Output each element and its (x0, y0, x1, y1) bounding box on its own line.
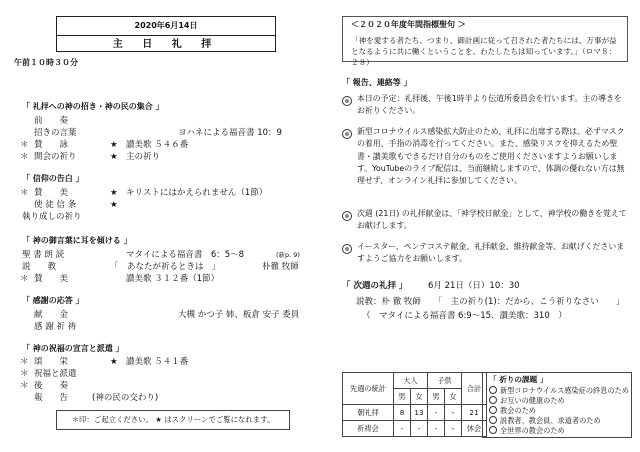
total-header: 合計 (462, 373, 487, 405)
order-label: 献 金 (34, 310, 69, 320)
section-head-gathering: 「 礼拝への神の招き・神の民の集合 」 (22, 102, 164, 111)
prayer-item-label: 教会のため (500, 406, 536, 415)
order-label: 報 告 (34, 393, 69, 403)
verse-body: 「神を愛する者たち、つまり、御計画に従って召された者たちには、万事が益となるように共に働くということを、わたしたちは知っています。」（ロマ８：２８） (351, 36, 617, 67)
preacher-name: 朴徹 牧師 (262, 262, 299, 272)
order-label: 聖 書 朗 読 (22, 250, 65, 260)
bible-page-ref: (新p. 9) (276, 251, 300, 259)
bullet-icon (489, 416, 497, 424)
order-label: 賛 美 (34, 274, 69, 284)
attendance-table (342, 372, 487, 437)
offering-helpers: 大槻 かつ子 姉、板倉 安子 委員 (178, 310, 300, 320)
bullet-icon (342, 211, 352, 221)
male-header: 男 (394, 389, 411, 405)
screen-star-icon: ★ (110, 357, 118, 367)
section-head-word: 「 神の御言葉に耳を傾ける 」 (22, 236, 132, 245)
cell: - (428, 405, 445, 421)
adult-header: 大人 (394, 373, 428, 389)
next-week-reading: （ マタイによる福音書 6:9〜15、讃美歌：310 ） (362, 311, 567, 321)
order-label: 前 奏 (34, 116, 69, 126)
standing-mark: ＊ (20, 274, 29, 284)
section-head-sending: 「 神の祝福の宣言と派遣 」 (22, 344, 124, 353)
prayer-item (489, 406, 536, 415)
order-label: 感 謝 祈 祷 (34, 322, 77, 332)
next-week-head: 「 次週の礼拝 」 (342, 281, 408, 291)
prayer-item-label: 新型コロナウイルス感染症の終息のため (500, 386, 629, 395)
order-content: 讃美歌 ５４１番 (126, 357, 189, 367)
prayer-item (489, 386, 629, 395)
verse-title: ＜２０２０年度年間指標聖句 ＞ (351, 20, 466, 29)
order-content: ヨハネによる福音書 10：9 (178, 128, 282, 138)
order-label: 執り成しの祈り (22, 212, 82, 222)
order-label: 説 教 (22, 262, 57, 272)
standing-mark: ＊ (20, 152, 29, 162)
prayer-item-label: お互いの健康のため (500, 396, 565, 405)
next-week-sermon: 説教：朴 徹 牧師 「 主の祈り(1)：だから、こう祈りなさい 」 (356, 297, 625, 307)
row-name: 祈祷会 (343, 421, 394, 437)
order-content: 讃美歌 ５４６番 (126, 140, 189, 150)
screen-star-icon: ★ (110, 200, 118, 210)
cell: 13 (411, 405, 428, 421)
order-label: 招きの言葉 (34, 128, 77, 138)
order-content: マタイによる福音書 6：5〜8 (126, 250, 245, 260)
service-time: 午前１０時３０分 (14, 58, 78, 67)
annual-verse-box (342, 16, 628, 67)
report-item: イースター、ペンテコステ献金、礼拝献金、維持献金等、お献げくださいますようご協力をお願いします。 (357, 242, 625, 264)
bullet-icon (342, 129, 352, 139)
bullet-icon (489, 396, 497, 404)
service-date: 2020年6月14日 (134, 21, 198, 30)
order-label: 開会の祈り (34, 152, 77, 162)
child-header: 子供 (428, 373, 462, 389)
standing-mark: ＊ (20, 369, 29, 379)
screen-star-icon: ★ (110, 140, 118, 150)
order-label: 賛 詠 (34, 140, 69, 150)
standing-mark: ＊ (20, 357, 29, 367)
standing-mark: ＊ (20, 381, 29, 391)
bullet-icon (489, 406, 497, 414)
bullet-icon (342, 96, 352, 106)
section-head-response: 「 感謝の応答 」 (22, 296, 84, 305)
table-row (343, 421, 487, 437)
row-name: 朝礼拝 (343, 405, 394, 421)
sermon-title: 「 あなたが祈るときは 」 (110, 262, 221, 272)
order-content: キリストにはかえられません（1節） (126, 188, 268, 198)
order-label: 使 徒 信 条 (34, 200, 77, 210)
cell: - (394, 421, 411, 437)
prayer-title: 「 祈りの課題 」 (489, 375, 548, 384)
prayer-item (489, 426, 565, 435)
cell: - (445, 405, 462, 421)
cell: 8 (394, 405, 411, 421)
report-item: 本日の予定：礼拝後、午後1時半より伝道所委員会を行います。主の導きをお祈りください。 (357, 94, 622, 116)
bullet-icon (489, 426, 497, 434)
order-content: 主の祈り (126, 152, 161, 162)
order-label: 頌 栄 (34, 357, 69, 367)
order-label: 祝福と派遣 (34, 369, 77, 379)
cell: - (428, 421, 445, 437)
order-label: 後 奏 (34, 381, 69, 391)
section-head-confession: 「 信仰の告白 」 (22, 174, 84, 183)
attendance-corner: 先週の統計 (343, 373, 394, 405)
report-item: 次週 (21日) の礼拝献金は、「神学校日献金」として、神学校の働きを覚えてお献げします。 (357, 209, 627, 231)
prayer-box (482, 372, 632, 438)
standing-mark: ＊ (20, 188, 29, 198)
order-content: (神の民の交わり) (92, 393, 159, 403)
order-content: 讃美歌 ３１２番（1節） (126, 274, 220, 284)
report-item: 新型コロナウイルス感染拡大防止のため、礼拝に出席する際は、必ずマスクの着用、手指の消毒を行ってください。また、感染リスクを抑えるため聖書・讃美歌もできるだけ自分のものをご使用くださいますようお願いします。YouTubeのライブ配信は、当面継続しますので、体調の優れない方は無理せず、オンライン礼拝に参加してください。 (357, 127, 625, 185)
prayer-item-label: 全世界の教会のため (500, 426, 565, 435)
prayer-item (489, 396, 565, 405)
cell: 21 (462, 405, 487, 421)
bullet-icon (342, 244, 352, 254)
female-header: 女 (411, 389, 428, 405)
screen-star-icon: ★ (110, 188, 118, 198)
next-week-date: 6月 21日（日）10：30 (428, 281, 520, 291)
prayer-item-label: 説教者、教会員、求道者のため (500, 416, 601, 425)
table-row (343, 405, 487, 421)
service-title: 主 日 礼 拝 (57, 35, 275, 52)
male-header: 男 (428, 389, 445, 405)
female-header: 女 (445, 389, 462, 405)
report-head: 「 報告、連絡等 」 (342, 78, 412, 87)
bullet-icon (489, 386, 497, 394)
standing-mark: ＊ (20, 140, 29, 150)
cell: - (445, 421, 462, 437)
cell: - (411, 421, 428, 437)
prayer-item (489, 416, 601, 425)
order-label: 賛 美 (34, 188, 69, 198)
title-box (56, 16, 276, 52)
screen-star-icon: ★ (110, 152, 118, 162)
footnote: ＊印：ご起立ください。 ★ はスクリーンでご覧になれます。 (56, 410, 290, 430)
cell: 休会 (462, 421, 487, 437)
